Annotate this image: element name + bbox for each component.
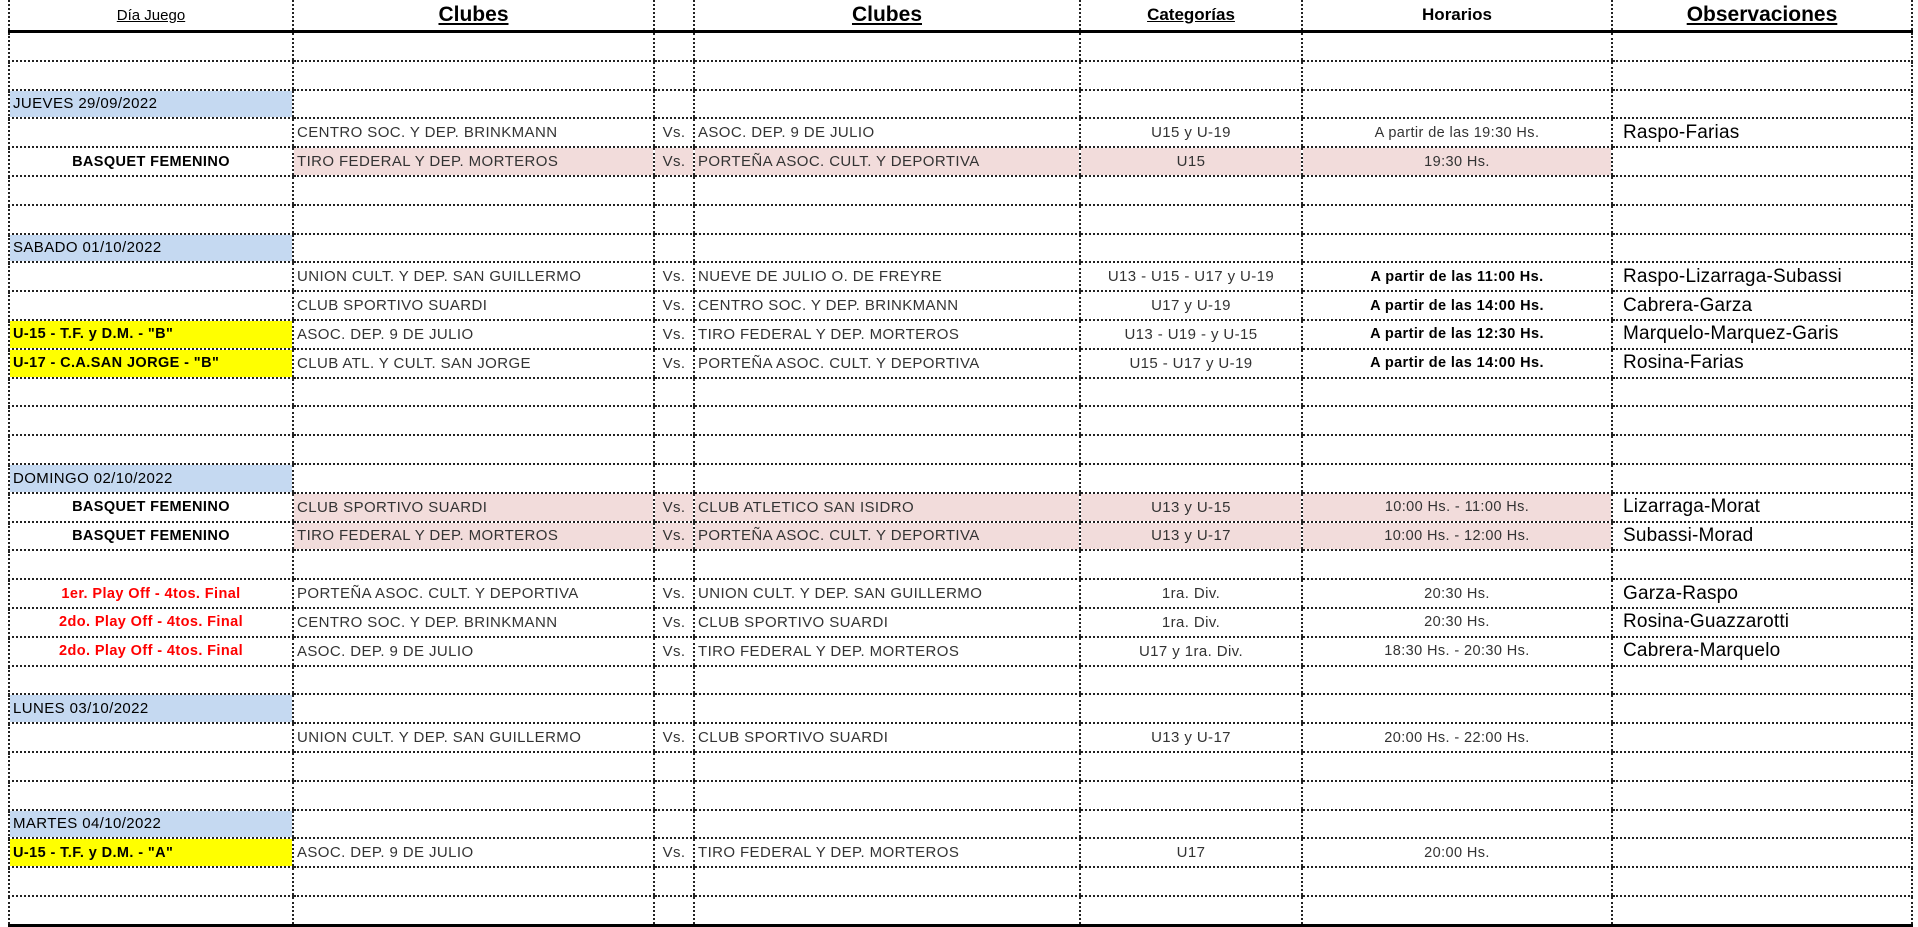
cell-day[interactable] bbox=[9, 666, 293, 695]
cell-vs[interactable] bbox=[654, 781, 694, 810]
cell-club-local[interactable]: ASOC. DEP. 9 DE JULIO bbox=[293, 838, 654, 867]
cell-club-local[interactable]: CLUB SPORTIVO SUARDI bbox=[293, 291, 654, 320]
table-row bbox=[9, 435, 1912, 464]
cell-club-visitante[interactable] bbox=[694, 176, 1080, 205]
cell-vs[interactable]: Vs. bbox=[654, 262, 694, 291]
table-row bbox=[9, 896, 1912, 925]
cell-horario[interactable] bbox=[1302, 205, 1612, 234]
header-horarios: Horarios bbox=[1302, 0, 1612, 32]
cell-horario[interactable] bbox=[1302, 752, 1612, 781]
cell-categoria[interactable] bbox=[1080, 752, 1302, 781]
cell-categoria[interactable] bbox=[1080, 435, 1302, 464]
cell-club-local[interactable]: CLUB ATL. Y CULT. SAN JORGE bbox=[293, 349, 654, 378]
cell-club-visitante[interactable]: TIRO FEDERAL Y DEP. MORTEROS bbox=[694, 320, 1080, 349]
cell-categoria[interactable]: U17 y 1ra. Div. bbox=[1080, 637, 1302, 666]
cell-day[interactable] bbox=[9, 205, 293, 234]
cell-club-local[interactable] bbox=[293, 205, 654, 234]
cell-categoria[interactable]: U13 y U-17 bbox=[1080, 723, 1302, 752]
cell-horario[interactable] bbox=[1302, 61, 1612, 90]
cell-club-visitante[interactable] bbox=[694, 752, 1080, 781]
cell-vs[interactable] bbox=[654, 435, 694, 464]
cell-club-local[interactable] bbox=[293, 781, 654, 810]
cell-observacion[interactable]: Marquelo-Marquez-Garis bbox=[1612, 320, 1912, 349]
cell-horario[interactable] bbox=[1302, 867, 1612, 896]
header-clubes-local: Clubes bbox=[293, 0, 654, 32]
cell-day[interactable] bbox=[9, 118, 293, 147]
cell-club-local[interactable]: TIRO FEDERAL Y DEP. MORTEROS bbox=[293, 522, 654, 551]
table-row bbox=[9, 90, 1912, 119]
table-row bbox=[9, 867, 1912, 896]
cell-day[interactable] bbox=[9, 378, 293, 407]
cell-day-playoff[interactable]: 1er. Play Off - 4tos. Final bbox=[9, 579, 293, 608]
cell-categoria[interactable]: U13 - U15 - U17 y U-19 bbox=[1080, 262, 1302, 291]
table-row bbox=[9, 406, 1912, 435]
cell-horario[interactable] bbox=[1302, 406, 1612, 435]
fixture-table bbox=[8, 0, 1913, 927]
cell-observacion[interactable]: Rosina-Guazzarotti bbox=[1612, 608, 1912, 637]
cell-club-visitante[interactable] bbox=[694, 378, 1080, 407]
cell-horario[interactable] bbox=[1302, 810, 1612, 839]
cell-vs[interactable] bbox=[654, 464, 694, 493]
cell-categoria[interactable] bbox=[1080, 406, 1302, 435]
cell-vs[interactable] bbox=[654, 867, 694, 896]
cell-club-local[interactable] bbox=[293, 61, 654, 90]
cell-observacion[interactable]: Garza-Raspo bbox=[1612, 579, 1912, 608]
cell-observacion[interactable] bbox=[1612, 867, 1912, 896]
cell-club-local[interactable]: ASOC. DEP. 9 DE JULIO bbox=[293, 637, 654, 666]
cell-categoria[interactable] bbox=[1080, 464, 1302, 493]
table-row bbox=[9, 608, 1912, 637]
cell-vs[interactable] bbox=[654, 550, 694, 579]
cell-horario[interactable]: 18:30 Hs. - 20:30 Hs. bbox=[1302, 637, 1612, 666]
cell-day[interactable] bbox=[9, 752, 293, 781]
cell-day[interactable] bbox=[9, 32, 293, 61]
cell-observacion[interactable] bbox=[1612, 32, 1912, 61]
cell-categoria[interactable] bbox=[1080, 176, 1302, 205]
cell-observacion[interactable] bbox=[1612, 550, 1912, 579]
cell-horario[interactable]: 10:00 Hs. - 12:00 Hs. bbox=[1302, 522, 1612, 551]
header-dia-juego: Día Juego bbox=[9, 0, 293, 32]
table-row bbox=[9, 637, 1912, 666]
table-row bbox=[9, 234, 1912, 263]
cell-vs[interactable]: Vs. bbox=[654, 118, 694, 147]
cell-club-local[interactable] bbox=[293, 435, 654, 464]
cell-vs[interactable]: Vs. bbox=[654, 838, 694, 867]
cell-categoria[interactable]: 1ra. Div. bbox=[1080, 579, 1302, 608]
cell-club-visitante[interactable]: PORTEÑA ASOC. CULT. Y DEPORTIVA bbox=[694, 522, 1080, 551]
cell-categoria[interactable] bbox=[1080, 205, 1302, 234]
cell-vs[interactable] bbox=[654, 378, 694, 407]
cell-observacion[interactable] bbox=[1612, 810, 1912, 839]
cell-observacion[interactable]: Rosina-Farias bbox=[1612, 349, 1912, 378]
cell-club-local[interactable]: TIRO FEDERAL Y DEP. MORTEROS bbox=[293, 147, 654, 176]
cell-club-local[interactable] bbox=[293, 896, 654, 925]
cell-club-visitante[interactable]: PORTEÑA ASOC. CULT. Y DEPORTIVA bbox=[694, 349, 1080, 378]
cell-club-visitante[interactable] bbox=[694, 896, 1080, 925]
cell-vs[interactable] bbox=[654, 32, 694, 61]
cell-horario[interactable]: 20:30 Hs. bbox=[1302, 608, 1612, 637]
cell-observacion[interactable] bbox=[1612, 752, 1912, 781]
cell-club-local[interactable] bbox=[293, 752, 654, 781]
cell-day-femenino[interactable]: BASQUET FEMENINO bbox=[9, 493, 293, 522]
cell-vs[interactable] bbox=[654, 694, 694, 723]
cell-day-date[interactable]: JUEVES 29/09/2022 bbox=[9, 90, 293, 119]
cell-club-visitante[interactable]: NUEVE DE JULIO O. DE FREYRE bbox=[694, 262, 1080, 291]
cell-day[interactable] bbox=[9, 867, 293, 896]
cell-observacion[interactable] bbox=[1612, 378, 1912, 407]
table-row bbox=[9, 291, 1912, 320]
cell-day-date[interactable]: MARTES 04/10/2022 bbox=[9, 810, 293, 839]
cell-horario[interactable]: A partir de las 11:00 Hs. bbox=[1302, 262, 1612, 291]
cell-categoria[interactable] bbox=[1080, 32, 1302, 61]
table-row bbox=[9, 147, 1912, 176]
cell-observacion[interactable] bbox=[1612, 205, 1912, 234]
cell-horario[interactable] bbox=[1302, 435, 1612, 464]
header-categorias: Categorías bbox=[1080, 0, 1302, 32]
cell-horario[interactable] bbox=[1302, 378, 1612, 407]
cell-observacion[interactable] bbox=[1612, 723, 1912, 752]
cell-horario[interactable]: 19:30 Hs. bbox=[1302, 147, 1612, 176]
cell-club-visitante[interactable]: CLUB ATLETICO SAN ISIDRO bbox=[694, 493, 1080, 522]
header-clubes-visitante: Clubes bbox=[694, 0, 1080, 32]
cell-club-visitante[interactable] bbox=[694, 406, 1080, 435]
cell-club-visitante[interactable] bbox=[694, 550, 1080, 579]
cell-observacion[interactable]: Raspo-Lizarraga-Subassi bbox=[1612, 262, 1912, 291]
cell-observacion[interactable] bbox=[1612, 435, 1912, 464]
cell-club-local[interactable]: CENTRO SOC. Y DEP. BRINKMANN bbox=[293, 118, 654, 147]
cell-day[interactable] bbox=[9, 176, 293, 205]
header-row bbox=[9, 0, 1912, 32]
cell-horario[interactable]: 20:00 Hs. - 22:00 Hs. bbox=[1302, 723, 1612, 752]
cell-observacion[interactable] bbox=[1612, 838, 1912, 867]
cell-club-visitante[interactable] bbox=[694, 234, 1080, 263]
cell-categoria[interactable]: U15 y U-19 bbox=[1080, 118, 1302, 147]
cell-categoria[interactable]: 1ra. Div. bbox=[1080, 608, 1302, 637]
cell-vs[interactable]: Vs. bbox=[654, 579, 694, 608]
cell-horario[interactable] bbox=[1302, 781, 1612, 810]
table-row bbox=[9, 205, 1912, 234]
cell-vs[interactable] bbox=[654, 810, 694, 839]
cell-observacion[interactable] bbox=[1612, 61, 1912, 90]
cell-day-femenino[interactable]: BASQUET FEMENINO bbox=[9, 147, 293, 176]
cell-categoria[interactable]: U15 bbox=[1080, 147, 1302, 176]
cell-observacion[interactable] bbox=[1612, 234, 1912, 263]
cell-club-local[interactable] bbox=[293, 810, 654, 839]
cell-horario[interactable]: 10:00 Hs. - 11:00 Hs. bbox=[1302, 493, 1612, 522]
table-row bbox=[9, 666, 1912, 695]
cell-horario[interactable]: A partir de las 19:30 Hs. bbox=[1302, 118, 1612, 147]
cell-club-visitante[interactable]: CENTRO SOC. Y DEP. BRINKMANN bbox=[694, 291, 1080, 320]
table-row bbox=[9, 320, 1912, 349]
table-row bbox=[9, 752, 1912, 781]
cell-categoria[interactable] bbox=[1080, 896, 1302, 925]
table-row bbox=[9, 493, 1912, 522]
cell-club-local[interactable] bbox=[293, 32, 654, 61]
cell-categoria[interactable] bbox=[1080, 694, 1302, 723]
cell-club-local[interactable]: UNION CULT. Y DEP. SAN GUILLERMO bbox=[293, 723, 654, 752]
cell-vs[interactable] bbox=[654, 234, 694, 263]
cell-club-visitante[interactable] bbox=[694, 694, 1080, 723]
cell-club-visitante[interactable]: TIRO FEDERAL Y DEP. MORTEROS bbox=[694, 637, 1080, 666]
table-row bbox=[9, 464, 1912, 493]
cell-vs[interactable] bbox=[654, 406, 694, 435]
cell-club-visitante[interactable]: PORTEÑA ASOC. CULT. Y DEPORTIVA bbox=[694, 147, 1080, 176]
header-vs bbox=[654, 0, 694, 32]
cell-categoria[interactable] bbox=[1080, 867, 1302, 896]
cell-club-local[interactable] bbox=[293, 694, 654, 723]
cell-categoria[interactable] bbox=[1080, 666, 1302, 695]
cell-club-visitante[interactable] bbox=[694, 867, 1080, 896]
cell-vs[interactable]: Vs. bbox=[654, 723, 694, 752]
cell-vs[interactable]: Vs. bbox=[654, 522, 694, 551]
cell-observacion[interactable] bbox=[1612, 147, 1912, 176]
cell-day-date[interactable]: LUNES 03/10/2022 bbox=[9, 694, 293, 723]
cell-observacion[interactable] bbox=[1612, 694, 1912, 723]
cell-day[interactable] bbox=[9, 781, 293, 810]
table-row bbox=[9, 810, 1912, 839]
cell-day-femenino[interactable]: BASQUET FEMENINO bbox=[9, 522, 293, 551]
cell-day[interactable] bbox=[9, 406, 293, 435]
cell-vs[interactable]: Vs. bbox=[654, 637, 694, 666]
table-row bbox=[9, 723, 1912, 752]
cell-club-visitante[interactable]: UNION CULT. Y DEP. SAN GUILLERMO bbox=[694, 579, 1080, 608]
cell-observacion[interactable] bbox=[1612, 90, 1912, 119]
cell-club-visitante[interactable] bbox=[694, 781, 1080, 810]
table-row bbox=[9, 118, 1912, 147]
cell-club-local[interactable]: PORTEÑA ASOC. CULT. Y DEPORTIVA bbox=[293, 579, 654, 608]
cell-vs[interactable]: Vs. bbox=[654, 349, 694, 378]
cell-horario[interactable] bbox=[1302, 550, 1612, 579]
cell-club-local[interactable] bbox=[293, 378, 654, 407]
cell-categoria[interactable] bbox=[1080, 550, 1302, 579]
cell-observacion[interactable]: Cabrera-Garza bbox=[1612, 291, 1912, 320]
cell-categoria[interactable] bbox=[1080, 810, 1302, 839]
cell-day-highlight[interactable]: U-15 - T.F. y D.M. - "B" bbox=[9, 320, 293, 349]
cell-horario[interactable]: A partir de las 14:00 Hs. bbox=[1302, 291, 1612, 320]
cell-observacion[interactable]: Subassi-Morad bbox=[1612, 522, 1912, 551]
table-row bbox=[9, 694, 1912, 723]
cell-categoria[interactable]: U17 y U-19 bbox=[1080, 291, 1302, 320]
cell-vs[interactable] bbox=[654, 90, 694, 119]
table-row bbox=[9, 61, 1912, 90]
cell-vs[interactable] bbox=[654, 752, 694, 781]
cell-day-highlight[interactable]: U-15 - T.F. y D.M. - "A" bbox=[9, 838, 293, 867]
table-row bbox=[9, 522, 1912, 551]
cell-club-local[interactable]: UNION CULT. Y DEP. SAN GUILLERMO bbox=[293, 262, 654, 291]
cell-club-local[interactable] bbox=[293, 464, 654, 493]
cell-day-date[interactable]: SABADO 01/10/2022 bbox=[9, 234, 293, 263]
cell-horario[interactable] bbox=[1302, 896, 1612, 925]
cell-club-visitante[interactable] bbox=[694, 435, 1080, 464]
cell-day[interactable] bbox=[9, 550, 293, 579]
cell-club-visitante[interactable]: ASOC. DEP. 9 DE JULIO bbox=[694, 118, 1080, 147]
cell-vs[interactable]: Vs. bbox=[654, 493, 694, 522]
cell-club-visitante[interactable] bbox=[694, 61, 1080, 90]
cell-vs[interactable]: Vs. bbox=[654, 320, 694, 349]
cell-categoria[interactable] bbox=[1080, 61, 1302, 90]
header-observaciones: Observaciones bbox=[1612, 0, 1912, 32]
cell-day[interactable] bbox=[9, 435, 293, 464]
cell-horario[interactable] bbox=[1302, 176, 1612, 205]
table-row bbox=[9, 262, 1912, 291]
cell-horario[interactable]: 20:30 Hs. bbox=[1302, 579, 1612, 608]
cell-club-local[interactable] bbox=[293, 176, 654, 205]
cell-day[interactable] bbox=[9, 262, 293, 291]
cell-horario[interactable]: A partir de las 14:00 Hs. bbox=[1302, 349, 1612, 378]
cell-day-date[interactable]: DOMINGO 02/10/2022 bbox=[9, 464, 293, 493]
cell-categoria[interactable]: U15 - U17 y U-19 bbox=[1080, 349, 1302, 378]
cell-day[interactable] bbox=[9, 61, 293, 90]
table-row bbox=[9, 176, 1912, 205]
cell-club-visitante[interactable] bbox=[694, 90, 1080, 119]
cell-horario[interactable]: A partir de las 12:30 Hs. bbox=[1302, 320, 1612, 349]
cell-observacion[interactable] bbox=[1612, 666, 1912, 695]
table-row bbox=[9, 838, 1912, 867]
cell-club-visitante[interactable] bbox=[694, 464, 1080, 493]
cell-day-playoff[interactable]: 2do. Play Off - 4tos. Final bbox=[9, 637, 293, 666]
cell-categoria[interactable] bbox=[1080, 378, 1302, 407]
cell-club-local[interactable]: CLUB SPORTIVO SUARDI bbox=[293, 493, 654, 522]
table-row bbox=[9, 378, 1912, 407]
cell-vs[interactable]: Vs. bbox=[654, 608, 694, 637]
cell-observacion[interactable]: Lizarraga-Morat bbox=[1612, 493, 1912, 522]
cell-categoria[interactable] bbox=[1080, 234, 1302, 263]
cell-club-visitante[interactable] bbox=[694, 205, 1080, 234]
cell-club-visitante[interactable] bbox=[694, 666, 1080, 695]
cell-horario[interactable] bbox=[1302, 666, 1612, 695]
cell-horario[interactable] bbox=[1302, 464, 1612, 493]
cell-club-visitante[interactable] bbox=[694, 810, 1080, 839]
cell-day[interactable] bbox=[9, 723, 293, 752]
cell-club-local[interactable] bbox=[293, 234, 654, 263]
cell-vs[interactable] bbox=[654, 896, 694, 925]
cell-horario[interactable] bbox=[1302, 694, 1612, 723]
table-row bbox=[9, 781, 1912, 810]
cell-observacion[interactable] bbox=[1612, 406, 1912, 435]
cell-club-visitante[interactable]: CLUB SPORTIVO SUARDI bbox=[694, 608, 1080, 637]
cell-club-local[interactable] bbox=[293, 90, 654, 119]
cell-day-playoff[interactable]: 2do. Play Off - 4tos. Final bbox=[9, 608, 293, 637]
cell-club-visitante[interactable]: TIRO FEDERAL Y DEP. MORTEROS bbox=[694, 838, 1080, 867]
cell-categoria[interactable]: U13 y U-15 bbox=[1080, 493, 1302, 522]
cell-club-visitante[interactable] bbox=[694, 32, 1080, 61]
cell-observacion[interactable]: Cabrera-Marquelo bbox=[1612, 637, 1912, 666]
table-row bbox=[9, 32, 1912, 61]
cell-horario[interactable]: 20:00 Hs. bbox=[1302, 838, 1612, 867]
cell-day-highlight[interactable]: U-17 - C.A.SAN JORGE - "B" bbox=[9, 349, 293, 378]
cell-club-local[interactable] bbox=[293, 867, 654, 896]
cell-horario[interactable] bbox=[1302, 32, 1612, 61]
cell-day[interactable] bbox=[9, 291, 293, 320]
cell-categoria[interactable]: U13 y U-17 bbox=[1080, 522, 1302, 551]
cell-vs[interactable] bbox=[654, 176, 694, 205]
table-row bbox=[9, 550, 1912, 579]
cell-vs[interactable]: Vs. bbox=[654, 147, 694, 176]
cell-vs[interactable] bbox=[654, 61, 694, 90]
table-row bbox=[9, 349, 1912, 378]
cell-club-visitante[interactable]: CLUB SPORTIVO SUARDI bbox=[694, 723, 1080, 752]
cell-observacion[interactable] bbox=[1612, 896, 1912, 925]
cell-observacion[interactable]: Raspo-Farias bbox=[1612, 118, 1912, 147]
cell-day[interactable] bbox=[9, 896, 293, 925]
cell-club-local[interactable]: ASOC. DEP. 9 DE JULIO bbox=[293, 320, 654, 349]
cell-club-local[interactable] bbox=[293, 406, 654, 435]
cell-vs[interactable] bbox=[654, 666, 694, 695]
cell-horario[interactable] bbox=[1302, 234, 1612, 263]
cell-categoria[interactable]: U17 bbox=[1080, 838, 1302, 867]
cell-observacion[interactable] bbox=[1612, 176, 1912, 205]
cell-categoria[interactable]: U13 - U19 - y U-15 bbox=[1080, 320, 1302, 349]
cell-club-local[interactable] bbox=[293, 550, 654, 579]
cell-observacion[interactable] bbox=[1612, 464, 1912, 493]
cell-categoria[interactable] bbox=[1080, 781, 1302, 810]
cell-club-local[interactable]: CENTRO SOC. Y DEP. BRINKMANN bbox=[293, 608, 654, 637]
cell-horario[interactable] bbox=[1302, 90, 1612, 119]
cell-club-local[interactable] bbox=[293, 666, 654, 695]
table-row bbox=[9, 579, 1912, 608]
cell-vs[interactable]: Vs. bbox=[654, 291, 694, 320]
cell-categoria[interactable] bbox=[1080, 90, 1302, 119]
cell-vs[interactable] bbox=[654, 205, 694, 234]
cell-observacion[interactable] bbox=[1612, 781, 1912, 810]
